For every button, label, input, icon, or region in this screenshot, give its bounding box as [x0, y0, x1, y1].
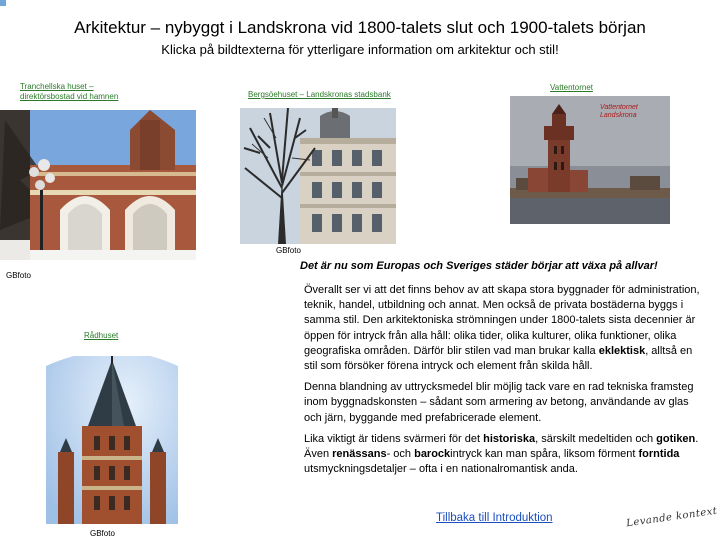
page-subtitle: Klicka på bildtexterna för ytterligare information om arkitektur och stil!: [161, 42, 559, 57]
p3-bold-renassans: renässans: [332, 448, 387, 461]
paragraph-teknik: Denna blandning av uttrycksmedel blir möjlig tack vare en rad tekniska framsteg inom byggnadskonsten – sådant som armering av betong, användande av glas och järn, byggande med prefabricerade element.: [304, 381, 694, 424]
paragraph-historiska: [304, 432, 702, 478]
page-title: Arkitektur – nybyggt i Landskrona vid 1800-talets slut och 1900-talets början: [74, 18, 646, 37]
tranchell-photo: [0, 110, 196, 260]
p1-text-1: Överallt ser vi att det finns behov av att skapa stora byggnader för administration, teknik, handel, utbildning och annat. Men också de privata bostäderna byggs i samma stil. Den arkitektoniska strömningen under 1800-talets sista decennier är öppen för intryck från alla håll: olika tider, olika kulturer, olika funktioner, olika geografiska områden. Därför blir stilen vad man brukar kalla: [304, 284, 700, 357]
p3-text-1: Lika viktigt är tidens svärmeri för det: [304, 432, 484, 445]
vattentornet-photo: [510, 96, 670, 224]
paragraph-eklektisk: [304, 283, 702, 374]
bergsoe-photo: [240, 108, 396, 244]
levande-kontext-logo: Levande kontext: [625, 505, 719, 530]
p3-text-2: , särskilt medeltiden och: [535, 432, 657, 445]
radhuset-photo: [46, 356, 178, 524]
p1-bold-eklektisk: eklektisk: [598, 344, 646, 357]
p3-text-6: utsmyckningsdetaljer – ofta i en nationalromantisk anda.: [304, 463, 578, 476]
radhuset-credit-bottom: GBfoto: [90, 529, 115, 538]
p3-text-5: intryck kan man spåra, liksom förment: [450, 448, 639, 461]
p1-text-2: , alltså en stil som försöker förena intryck och element från skilda håll.: [304, 344, 693, 373]
p3-bold-barock: barock: [414, 448, 451, 461]
article-body: [304, 283, 702, 483]
corner-marker: [0, 0, 6, 6]
tranchell-caption-line1: Tranchellska huset –: [20, 82, 94, 91]
tranchell-caption-line2: direktörsbostad vid hamnen: [20, 92, 119, 101]
p3-bold-historiska: historiska: [483, 432, 536, 445]
p3-bold-gotiken: gotiken: [656, 432, 696, 445]
p3-text-4: - och: [386, 448, 415, 461]
p3-text-3: . Även: [304, 432, 699, 461]
vattentornet-caption-link[interactable]: Vattentornet: [550, 83, 593, 92]
radhuset-credit-top: GBfoto: [6, 271, 31, 280]
article-headline: Det är nu som Europas och Sveriges städer börjar att växa på allvar!: [300, 260, 658, 272]
bergsoe-photo-credit: GBfoto: [276, 246, 301, 255]
back-to-introduction-link[interactable]: Tillbaka till Introduktion: [436, 512, 553, 524]
bergsoe-caption-link[interactable]: Bergsöehuset – Landskronas stadsbank: [248, 90, 391, 99]
vattentornet-postcard-text: Vattentornet Landskrona: [600, 104, 638, 119]
radhuset-caption-link[interactable]: Rådhuset: [84, 331, 119, 340]
tranchell-caption-link[interactable]: [20, 82, 118, 102]
p3-bold-forntida: forntida: [638, 448, 680, 461]
